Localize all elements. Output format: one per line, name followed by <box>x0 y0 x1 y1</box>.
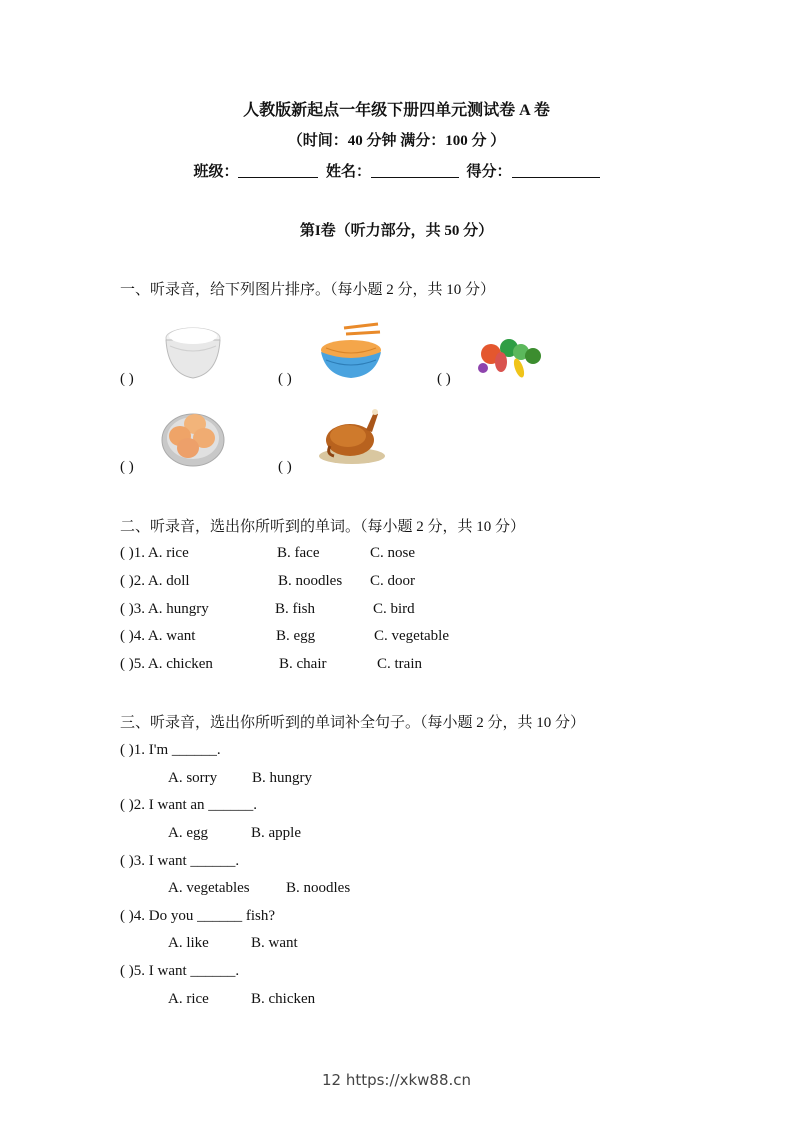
answer-blank-5[interactable]: ( ) <box>278 459 292 475</box>
choice-a[interactable]: A. egg <box>168 825 208 841</box>
score-field[interactable] <box>512 162 600 178</box>
choice-b[interactable]: B. egg <box>276 628 316 644</box>
list-item <box>0 628 793 648</box>
choice-c[interactable]: C. train <box>377 656 422 672</box>
choice-b[interactable]: B. chicken <box>251 991 316 1007</box>
choice-a[interactable]: A. sorry <box>168 770 218 786</box>
page-number: 12 <box>321 1071 342 1089</box>
class-field[interactable] <box>238 162 318 178</box>
list-item <box>0 601 793 621</box>
choice-b[interactable]: B. fish <box>275 601 316 617</box>
question-text[interactable]: ( )4. Do you ______ fish? <box>120 908 275 924</box>
eggs-icon <box>160 410 226 468</box>
class-label: 班级： <box>193 164 239 180</box>
choice-b[interactable]: B. chair <box>279 656 327 672</box>
choice-b[interactable]: B. apple <box>251 825 301 841</box>
list-item <box>0 797 793 817</box>
question-number-choice-a[interactable]: ( )3. A. hungry <box>120 601 209 617</box>
question-number-choice-a[interactable]: ( )1. A. rice <box>120 545 189 561</box>
noodles-icon <box>318 322 386 380</box>
list-item <box>0 545 793 565</box>
question-text[interactable]: ( )3. I want ______. <box>120 853 240 869</box>
list-item <box>0 825 793 845</box>
page-title: 人教版新起点一年级下册四单元测试卷 A 卷 <box>243 102 550 119</box>
answer-blank-1[interactable]: ( ) <box>120 371 134 387</box>
name-label: 姓名： <box>325 164 371 180</box>
answer-blank-2[interactable]: ( ) <box>278 371 292 387</box>
section2-heading: 二、听录音，选出你所听到的单词。（每小题 2 分，共 10 分） <box>120 519 526 535</box>
question-text[interactable]: ( )5. I want ______. <box>120 963 240 979</box>
list-item <box>0 963 793 983</box>
choice-a[interactable]: A. rice <box>168 991 209 1007</box>
list-item <box>0 853 793 873</box>
exam-time-score: （时间：40 分钟 满分：100 分 ） <box>287 133 506 149</box>
vegetables-icon <box>475 334 545 380</box>
part-heading: 第I卷（听力部分，共 50 分） <box>299 223 494 239</box>
list-item <box>0 991 793 1011</box>
student-info-row <box>0 160 793 181</box>
choice-a[interactable]: A. like <box>168 935 209 951</box>
choice-b[interactable]: B. noodles <box>278 573 343 589</box>
list-item <box>0 880 793 900</box>
choice-c[interactable]: C. vegetable <box>374 628 449 644</box>
list-item <box>0 656 793 676</box>
list-item <box>0 935 793 955</box>
question-number-choice-a[interactable]: ( )4. A. want <box>120 628 196 644</box>
answer-blank-4[interactable]: ( ) <box>120 459 134 475</box>
question-number-choice-a[interactable]: ( )2. A. doll <box>120 573 190 589</box>
list-item <box>0 742 793 762</box>
choice-c[interactable]: C. door <box>370 573 415 589</box>
choice-b[interactable]: B. noodles <box>286 880 351 896</box>
question-text[interactable]: ( )1. I'm ______. <box>120 742 221 758</box>
choice-b[interactable]: B. face <box>277 545 320 561</box>
footer-url[interactable]: https://xkw88.cn <box>345 1071 472 1089</box>
choice-c[interactable]: C. nose <box>370 545 415 561</box>
list-item <box>0 770 793 790</box>
question-number-choice-a[interactable]: ( )5. A. chicken <box>120 656 213 672</box>
section3-heading: 三、听录音，选出你所听到的单词补全句子。（每小题 2 分，共 10 分） <box>120 715 586 731</box>
list-item <box>0 908 793 928</box>
page-footer <box>0 1071 793 1089</box>
list-item <box>0 573 793 593</box>
question-text[interactable]: ( )2. I want an ______. <box>120 797 258 813</box>
choice-c[interactable]: C. bird <box>373 601 415 617</box>
section1-heading: 一、听录音，给下列图片排序。（每小题 2 分，共 10 分） <box>120 282 496 298</box>
name-field[interactable] <box>371 162 459 178</box>
score-label: 得分： <box>466 164 512 180</box>
rice-bowl-icon <box>160 322 226 380</box>
answer-blank-3[interactable]: ( ) <box>437 371 451 387</box>
roast-chicken-icon <box>318 406 386 466</box>
choice-b[interactable]: B. hungry <box>252 770 312 786</box>
choice-a[interactable]: A. vegetables <box>168 880 250 896</box>
choice-b[interactable]: B. want <box>251 935 298 951</box>
